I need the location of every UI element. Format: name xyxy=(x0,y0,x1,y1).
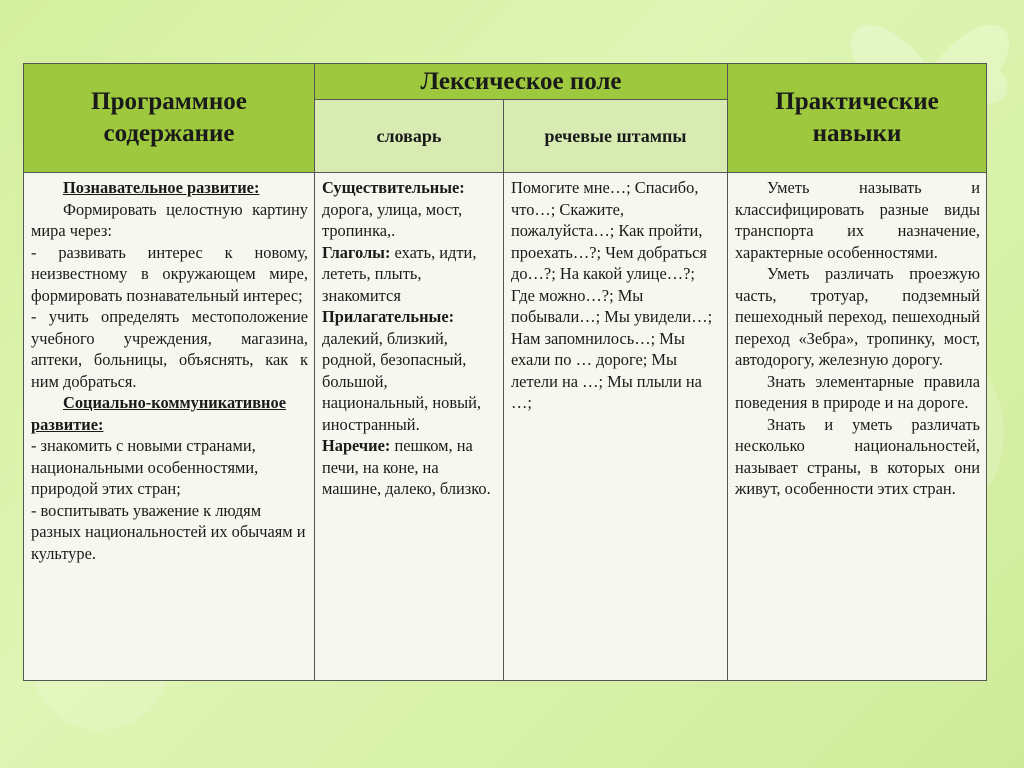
vocabulary-cell xyxy=(315,173,504,681)
cognitive-item-1: - развивать интерес к новому, неизвестному в окружающем мире, формировать познавательный интерес; xyxy=(31,242,308,305)
social-item-2: - воспитывать уважение к людям разных национальностей их обычаям и культуре. xyxy=(31,500,306,563)
adverbs-label: Наречие: xyxy=(322,436,391,455)
header-program-content xyxy=(24,64,315,173)
skills-paragraph-1: Уметь называть и классифицировать разные виды транспорта их назначение, характерные особенностями. xyxy=(735,178,980,262)
header-lexical-label: Лексическое поле xyxy=(420,67,622,95)
header-program-label: Программное содержание xyxy=(91,87,247,147)
adverbs-list: пешком, на печи, на коне, на машине, далеко, близко. xyxy=(322,436,491,498)
verbs-list: ехать, идти, лететь, плыть, знакомится xyxy=(322,242,477,305)
header-lexical-field xyxy=(315,64,728,100)
verbs-label: Глаголы: xyxy=(322,242,391,262)
header-practical-skills xyxy=(728,64,987,173)
header-skills-label: Практические навыки xyxy=(775,87,939,147)
speech-patterns-cell xyxy=(504,173,728,681)
adjectives-label: Прилагательные: xyxy=(322,307,455,326)
nouns-list: дорога, улица, мост, тропинка,. xyxy=(322,199,463,240)
program-content-cell xyxy=(24,173,315,681)
curriculum-table xyxy=(23,63,987,681)
adjectives-list: далекий, близкий, родной, безопасный, большой, национальный, новый, иностранный. xyxy=(322,328,481,434)
practical-skills-cell xyxy=(728,173,987,681)
header-vocabulary xyxy=(315,100,504,173)
skills-paragraph-3: Знать элементарные правила поведения в природе и на дороге. xyxy=(735,371,980,412)
header-speech-label: речевые штампы xyxy=(544,125,687,146)
header-speech-patterns xyxy=(504,100,728,173)
speech-patterns-text: Помогите мне…; Спасибо, что…; Скажите, пожалуйста…; Как пройти, проехать…?; Чем добраться до…?; На какой улице…?; Где можно…?; Мы побывали…; Мы увидели…; Нам запомнилось…; Мы ехали по … дороге; Мы летели на …; Мы плыли на …; xyxy=(511,178,713,412)
social-item-1: - знакомить с новыми странами, национальными особенностями, природой этих стран; xyxy=(31,436,259,498)
header-vocabulary-label: словарь xyxy=(376,125,442,146)
nouns-label: Существительные: xyxy=(322,178,465,197)
cognitive-item-2: - учить определять местоположение учебного учреждения, магазина, аптеки, больницы, объяснять, как к ним добраться. xyxy=(31,307,308,391)
skills-paragraph-4: Знать и уметь различать несколько национальностей, называет страны, в которых они живут, особенности этих стран. xyxy=(735,414,980,498)
cognitive-development-title: Познавательное развитие: xyxy=(63,178,260,197)
cognitive-intro: Формировать целостную картину мира через: xyxy=(31,199,308,240)
social-development-title: Социально-коммуникативное развитие: xyxy=(31,393,286,434)
skills-paragraph-2: Уметь различать проезжую часть, тротуар, подземный пешеходный переход, пешеходный переход «Зебра», тропинку, мост, автодорогу, железную дорогу. xyxy=(735,264,980,369)
